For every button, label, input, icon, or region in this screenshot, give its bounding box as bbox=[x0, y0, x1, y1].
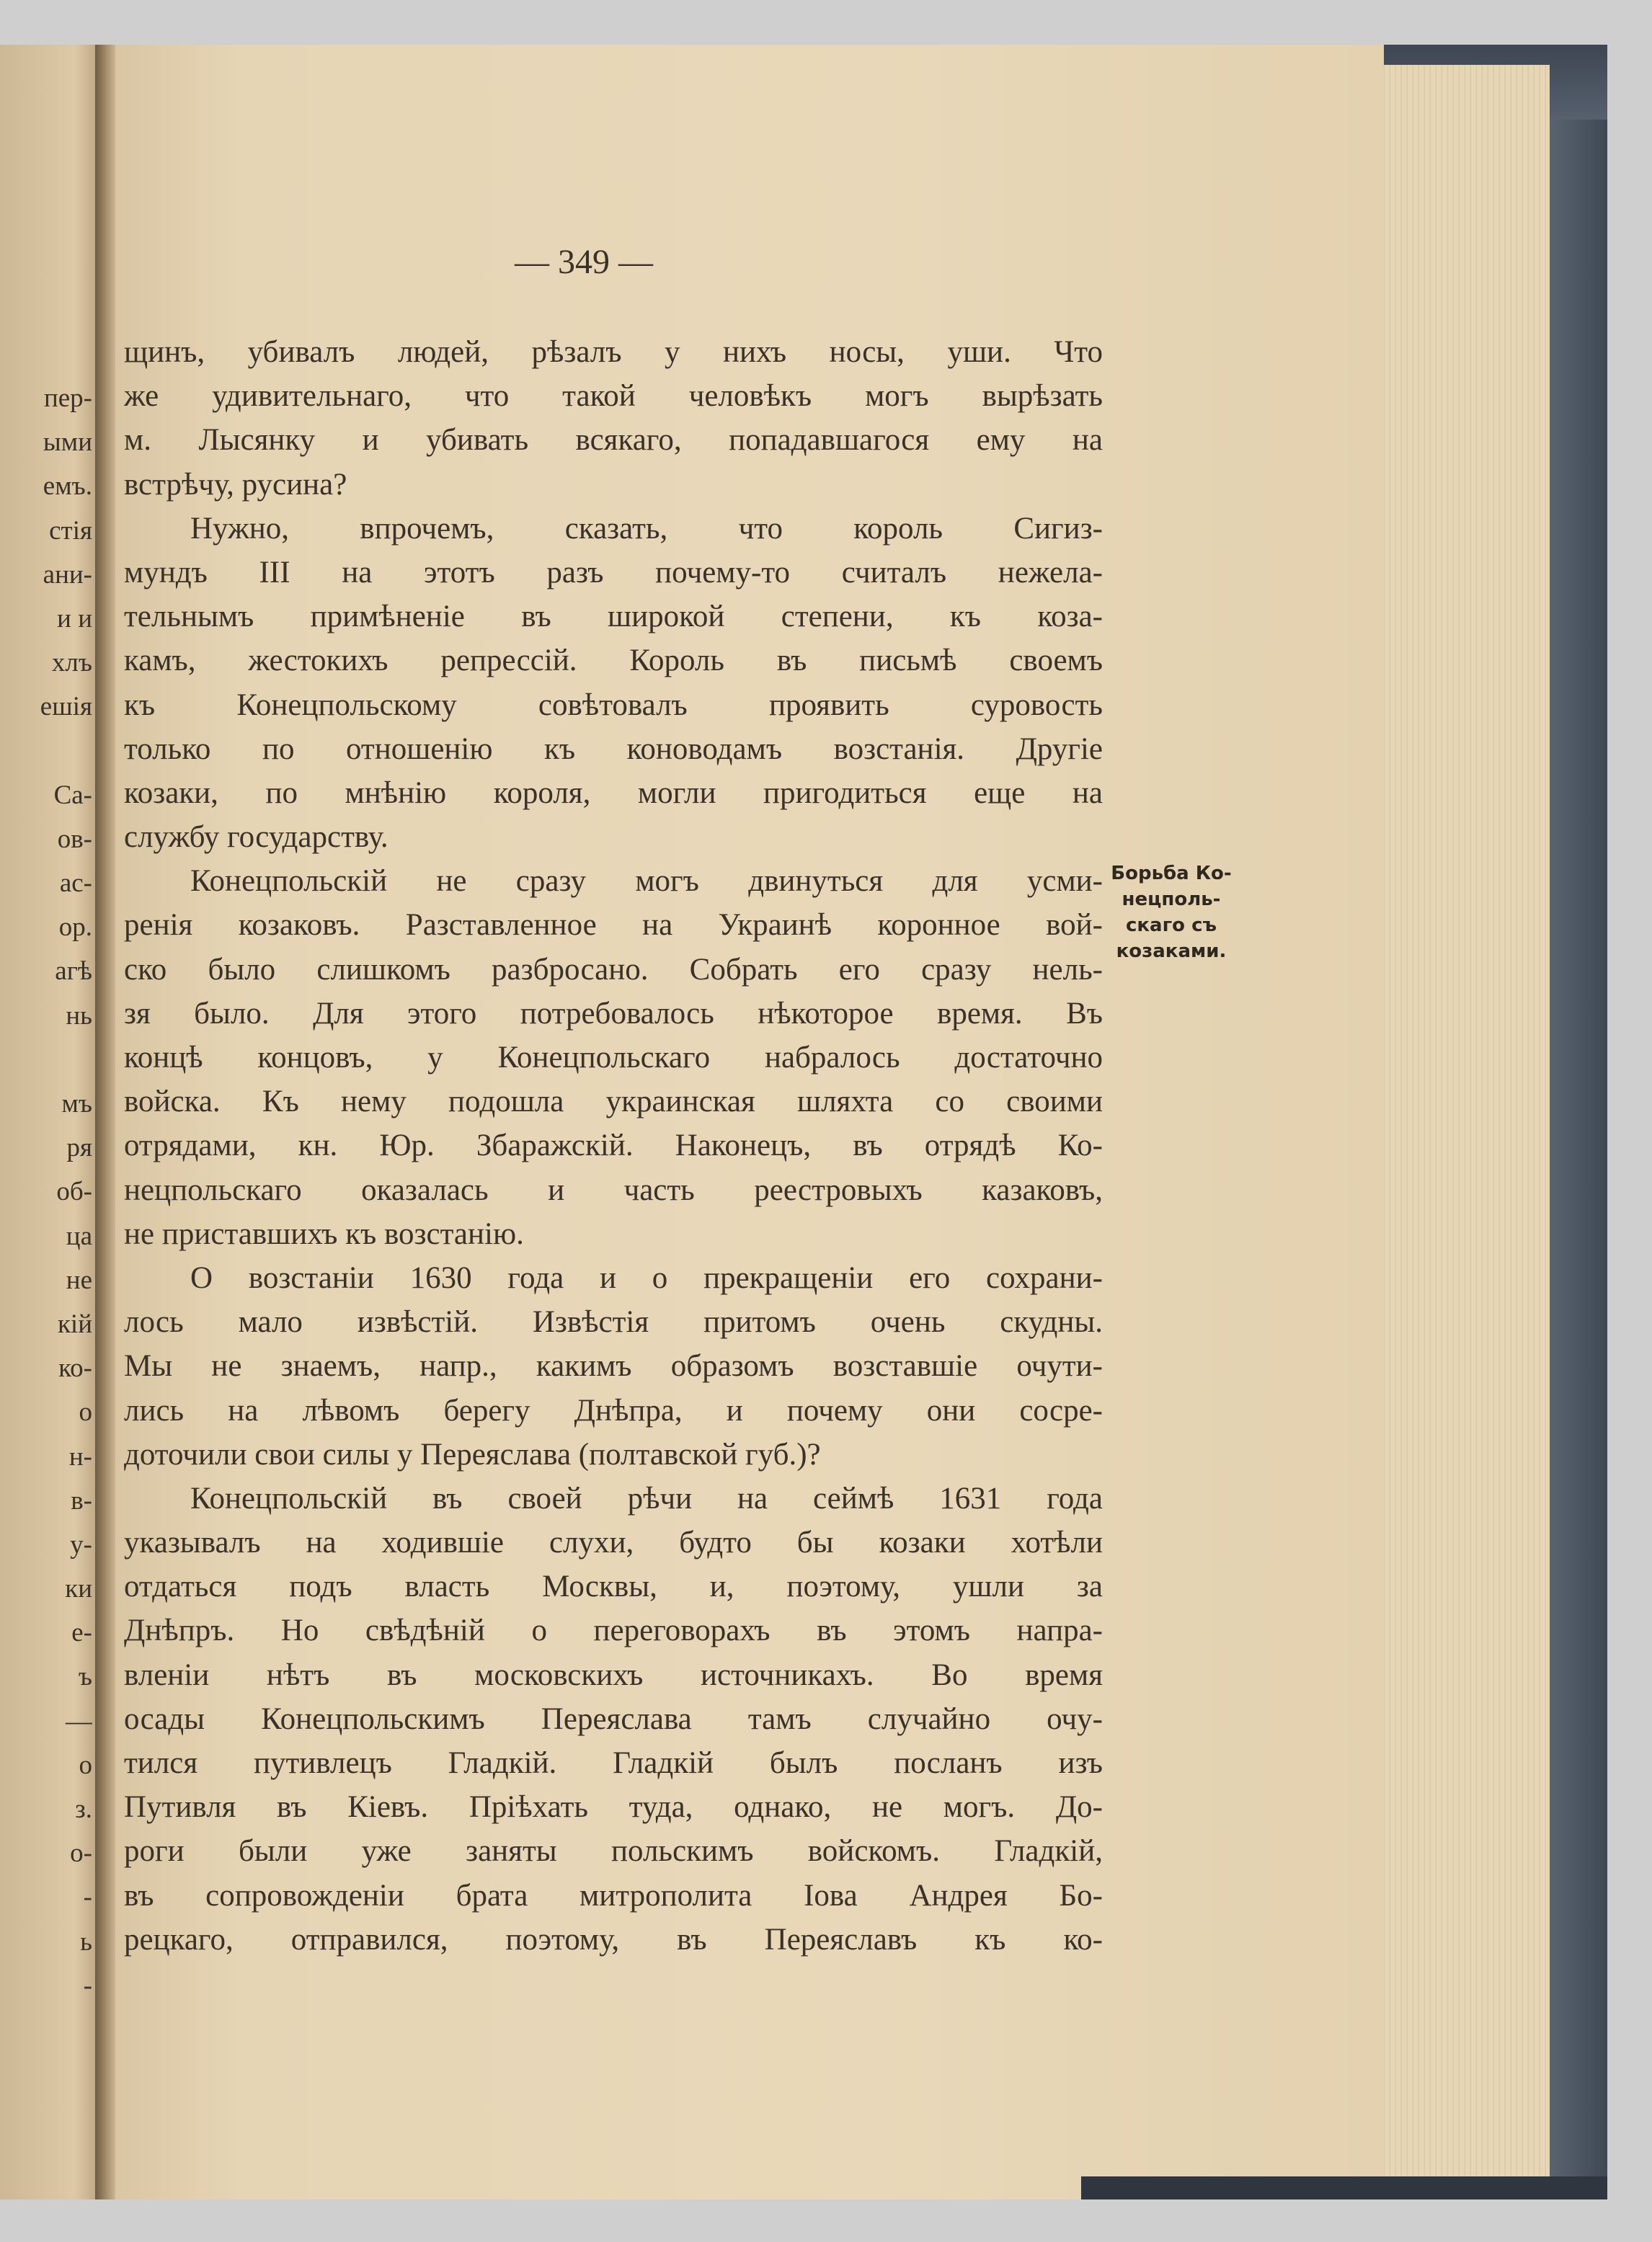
text-line: Днѣпръ. Но свѣдѣній о переговорахъ въ этомъ напра- bbox=[124, 1614, 1103, 1648]
text-line: роги были уже заняты польскимъ войскомъ. Гладкій, bbox=[124, 1834, 1103, 1869]
left-page-line: ки bbox=[65, 1574, 92, 1604]
left-page-line: агѣ bbox=[55, 956, 92, 987]
text-line: щинъ, убивалъ людей, рѣзалъ у нихъ носы, уши. Что bbox=[124, 335, 1103, 369]
left-page-line: ани- bbox=[43, 559, 92, 590]
left-page-line: об- bbox=[56, 1177, 92, 1207]
left-page-line: - bbox=[83, 1882, 92, 1913]
text-line: указывалъ на ходившіе слухи, будто бы козаки хотѣли bbox=[124, 1526, 1103, 1560]
left-page-line: в- bbox=[71, 1485, 92, 1516]
left-page-line: нь bbox=[66, 1000, 92, 1031]
text-line: Нужно, впрочемъ, сказать, что король Сигиз- bbox=[190, 511, 1103, 546]
text-line: Конецпольскій въ своей рѣчи на сеймѣ 1631 года bbox=[190, 1481, 1103, 1516]
text-line: отрядами, кн. Юр. Збаражскій. Наконецъ, въ отрядѣ Ко- bbox=[124, 1129, 1103, 1163]
text-line: козаки, по мнѣнію короля, могли пригодиться еще на bbox=[124, 775, 1103, 810]
left-page-line: о bbox=[79, 1750, 92, 1780]
text-line: доточили свои силы у Переяслава (полтавской губ.)? bbox=[124, 1437, 821, 1472]
left-page-text bbox=[0, 376, 92, 2008]
margin-note-line: нецполь- bbox=[1122, 889, 1221, 910]
text-line: мундъ III на этотъ разъ почему-то считалъ нежела- bbox=[124, 555, 1103, 590]
left-page-line: мъ bbox=[61, 1089, 92, 1118]
left-page-line: и и bbox=[57, 603, 92, 633]
left-page-line: ас- bbox=[59, 868, 92, 899]
left-page-line: н- bbox=[68, 1441, 92, 1472]
margin-note-line: Борьба Ко- bbox=[1111, 863, 1232, 884]
left-page-line: ко- bbox=[58, 1353, 92, 1384]
text-line: къ Конецпольскому совѣтовалъ проявить суровость bbox=[124, 688, 1103, 722]
text-line: О возстаніи 1630 года и о прекращеніи его сохрани- bbox=[190, 1260, 1103, 1295]
left-page-line: ря bbox=[66, 1133, 92, 1163]
text-line: лись на лѣвомъ берегу Днѣпра, и почему они сосре- bbox=[124, 1393, 1103, 1428]
text-line: только по отношенію къ коноводамъ возстанія. Другіе bbox=[124, 731, 1103, 766]
left-page-line: о bbox=[79, 1397, 92, 1428]
text-line: рецкаго, отправился, поэтому, въ Переяславъ къ ко- bbox=[124, 1922, 1103, 1957]
left-page bbox=[0, 45, 107, 2199]
left-page-line: Са- bbox=[53, 780, 92, 810]
text-line: въ сопровожденіи брата митрополита Іова Андрея Бо- bbox=[124, 1878, 1103, 1913]
page-number: — 349 — bbox=[515, 243, 653, 281]
left-page-line: ъ bbox=[78, 1662, 92, 1692]
background-bottom bbox=[1081, 2176, 1607, 2199]
left-page-line: е- bbox=[71, 1618, 92, 1648]
text-line: службу государству. bbox=[124, 820, 388, 855]
margin-note bbox=[1103, 860, 1240, 964]
margin-note-line: скаго съ bbox=[1125, 915, 1217, 936]
text-line: не приставшихъ къ возстанію. bbox=[124, 1216, 524, 1251]
left-page-line: пер- bbox=[43, 383, 92, 413]
text-line: войска. Къ нему подошла украинская шляхта со своими bbox=[124, 1085, 1103, 1119]
text-line: вленіи нѣтъ въ московскихъ источникахъ. Во время bbox=[124, 1658, 1103, 1692]
text-line: зя было. Для этого потребовалось нѣкоторое время. Въ bbox=[124, 996, 1103, 1031]
margin-note-line: козаками. bbox=[1116, 940, 1227, 962]
left-page-line: ь bbox=[80, 1926, 92, 1957]
background-edge bbox=[1550, 120, 1607, 2195]
left-page-line bbox=[0, 1038, 92, 1082]
text-line: тился путивлецъ Гладкій. Гладкій былъ посланъ изъ bbox=[124, 1746, 1103, 1780]
left-page-line: ов- bbox=[57, 824, 92, 854]
left-page-line: у- bbox=[70, 1529, 92, 1560]
left-page-line: ца bbox=[66, 1221, 92, 1251]
text-line: Мы не знаемъ, напр., какимъ образомъ возставшіе очути- bbox=[124, 1349, 1103, 1384]
text-line: Конецпольскій не сразу могъ двинуться для усми- bbox=[190, 864, 1103, 899]
left-page-line: ыми bbox=[43, 427, 92, 458]
text-line: нецпольскаго оказалась и часть реестровыхъ казаковъ, bbox=[124, 1173, 1103, 1207]
left-page-line: з. bbox=[75, 1794, 92, 1824]
left-page-line: - bbox=[83, 1970, 92, 2001]
text-line: встрѣчу, русина? bbox=[124, 467, 347, 502]
left-page-line: не bbox=[66, 1265, 92, 1295]
text-line: концѣ концовъ, у Конецпольскаго набралось достаточно bbox=[124, 1041, 1103, 1075]
left-page-line: хлъ bbox=[51, 648, 92, 678]
left-page-line: емъ. bbox=[43, 471, 92, 502]
text-line: м. Лысянку и убивать всякаго, попадавшагося ему на bbox=[124, 423, 1103, 458]
left-page-line bbox=[0, 729, 92, 773]
body-text bbox=[124, 330, 1103, 1962]
text-line: осады Конецпольскимъ Переяслава тамъ случайно очу- bbox=[124, 1701, 1103, 1736]
text-line: ренія козаковъ. Разставленное на Украинѣ коронное вой- bbox=[124, 908, 1103, 943]
left-page-line: — bbox=[66, 1706, 92, 1736]
left-page-line: ешія bbox=[40, 692, 92, 722]
text-line: тельнымъ примѣненіе въ широкой степени, къ коза- bbox=[124, 600, 1103, 634]
left-page-line: кій bbox=[57, 1309, 92, 1339]
text-line: лось мало извѣстій. Извѣстія притомъ очень скудны. bbox=[124, 1305, 1103, 1340]
left-page-line: о- bbox=[70, 1838, 92, 1869]
left-page-line: стія bbox=[49, 515, 92, 546]
text-line: Путивля въ Кіевъ. Пріѣхать туда, однако, не могъ. До- bbox=[124, 1790, 1103, 1825]
text-line: отдаться подъ власть Москвы, и, поэтому, ушли за bbox=[124, 1570, 1103, 1604]
text-line: же удивительнаго, что такой человѣкъ могъ вырѣзать bbox=[124, 379, 1103, 414]
text-line: камъ, жестокихъ репрессій. Король въ письмѣ своемъ bbox=[124, 644, 1103, 678]
text-line: ско было слишкомъ разбросано. Собрать его сразу нель- bbox=[124, 952, 1103, 987]
left-page-line: ор. bbox=[58, 912, 92, 943]
